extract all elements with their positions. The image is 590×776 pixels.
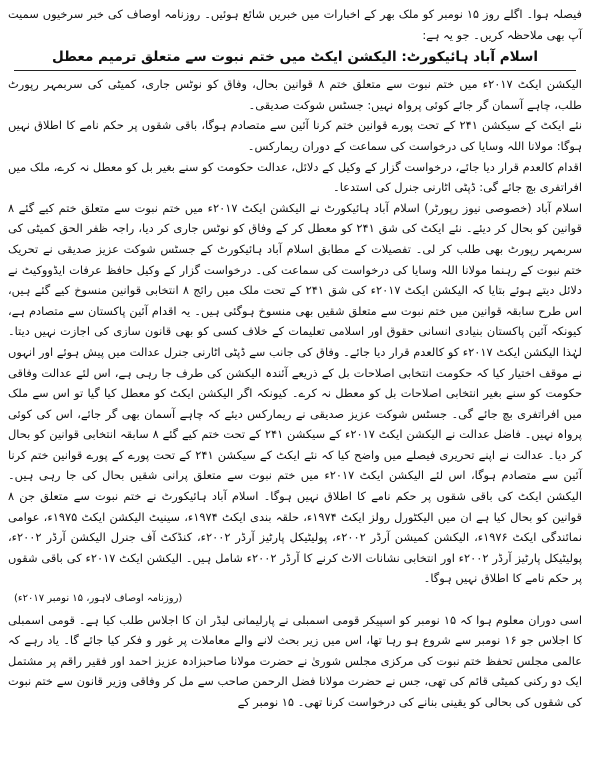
headline-divider (14, 70, 577, 71)
intro-paragraph: فیصلہ ہوا۔ اگلے روز ۱۵ نومبر کو ملک بھر کے اخبارات میں خبریں شائع ہوئیں۔ روزنامہ اوصاف کی خبر سرخیوں سمیت آپ بھی ملاحظہ کریں۔ جو یہ ہے: (8, 7, 582, 42)
news-body: اسلام آباد (خصوصی نیوز رپورٹر) اسلام آباد ہائیکورٹ نے الیکشن ایکٹ ۲۰۱۷ء میں ختم نبوت سے متعلق ختم کیے گئے ۸ قوانین کو بحال کر دیئے۔ نئے ایکٹ کی شق ۲۴۱ کو معطل کر کے وفاق کو نوٹس جاری کر دیا، راجہ ظفر الحق کمیٹی کی سربمہر رپورٹ بھی طلب کر لی۔ تفصیلات کے مطابق اسلام آباد ہائیکورٹ کے جسٹس شوکت عزیز صدیقی نے تحریک ختم نبوت کے رہنما مولانا اللہ وسایا کی درخواست کی سماعت کی۔ درخواست گزار کے وکیل حافظ عرفات ایڈووکیٹ نے دلائل دیتے ہوئے بتایا کہ الیکشن ایکٹ ۲۰۱۷ء کی شق ۲۴۱ کے تحت ملک میں رائج ۸ انتخابی قوانین منسوخ کیے گئے ہیں، اس طرح سابقہ قوانین میں ختم نبوت سے متعلق شقیں بھی منسوخ ہوگئی ہیں۔ یہ اقدام آئین پاکستان سے متصادم ہے، کیونکہ آئین پاکستان بنیادی انسانی حقوق اور اسلامی تعلیمات کے خلاف کسی کو بھی قانون سازی کی اجازت نہیں دیتا۔ لہٰذا الیکشن ایکٹ ۲۰۱۷ء کو کالعدم قرار دیا جائے۔ وفاق کی جانب سے ڈپٹی اٹارنی جنرل عدالت میں پیش ہوئے اور انہوں نے موقف اختیار کیا کہ حکومت انتخابی اصلاحات بل کے ذریعے آئندہ الیکشن کی طرف جا رہی ہے، اس لئے عدالت وفاقی حکومت کو سنے بغیر انتخابی اصلاحات بل کو معطل نہ کرے۔ کیونکہ اگر الیکشن ایکٹ کو معطل کیا گیا تو اس سے ملک میں افراتفری بچ جائے گی۔ جسٹس شوکت عزیز صدیقی نے ریمارکس دیئے کہ چاہے آسمان بھی گر جائے، اس کی کوئی پرواہ نہیں۔ فاضل عدالت نے الیکشن ایکٹ ۲۰۱۷ء کے سیکشن ۲۴۱ کے تحت ختم کیے گئے ۸ سابقہ انتخابی قوانین کو بحال کر دیا۔ عدالت نے اپنے تحریری فیصلے میں واضح کیا کہ نئے ایکٹ کے سیکشن ۲۴۱ کے تحت پورے کے پورے قوانین ختم کرنا آئین سے متصادم ہوگا، اس لئے الیکشن ایکٹ ۲۰۱۷ء میں ختم نبوت سے متعلق پرانی شقیں بحال کی جا رہی ہیں۔ الیکشن ایکٹ کی باقی شقوں پر حکم نامے کا اطلاق نہیں ہوگا۔ اسلام آباد ہائیکورٹ نے ختم نبوت سے متعلق جن ۸ قوانین کو بحال کیا ہے ان میں الیکٹورل رولز ایکٹ ۱۹۷۴ء، حلقہ بندی ایکٹ ۱۹۷۴ء، سینیٹ الیکشن ایکٹ ۱۹۷۵ء، عوامی نمائندگی ایکٹ ۱۹۷۶ء، الیکشن کمیشن آرڈر ۲۰۰۲ء، پولیٹیکل پارٹیز آرڈر ۲۰۰۲ء، کنڈکٹ آف جنرل الیکشن آرڈر ۲۰۰۲ء، پولیٹیکل پارٹیز آرڈر ۲۰۰۲ء اور انتخابی نشانات الاٹ کرنے کا آرڈر ۲۰۰۲ء شامل ہیں۔ الیکشن ایکٹ ۲۰۱۷ء کی باقی شقوں پر حکم نامے کا اطلاق نہیں ہوگا۔ (8, 200, 583, 586)
news-headline: اسلام آباد ہائیکورٹ: الیکشن ایکٹ میں ختم نبوت سے متعلق ترمیم معطل (51, 49, 539, 66)
summary-point-1: الیکشن ایکٹ ۲۰۱۷ء میں ختم نبوت سے متعلق ختم ۸ قوانین بحال، وفاق کو نوٹس جاری، کمیٹی کی سربمہر رپورٹ طلب، چاہے آسمان گر جائے کوئی پرواہ نہیں: جسٹس شوکت صدیقی۔ (8, 77, 582, 112)
closing-paragraph: اسی دوران معلوم ہوا کہ ۱۵ نومبر کو اسپیکر قومی اسمبلی نے پارلیمانی لیڈر ان کا اجلاس طلب کیا ہے۔ قومی اسمبلی کا اجلاس جو ۱۶ نومبر سے شروع ہو رہا تھا، اس میں زیر بحث لانے والے معاملات پر غور و فکر کیا جائے گا۔ یاد رہے کہ عالمی مجلس تحفظ ختم نبوت کی مرکزی مجلس شوریٰ نے حضرت مولانا صاحبزادہ عزیز احمد اور فقیر راقم پر مشتمل ایک دو رکنی کمیٹی قائم کی تھی، جس نے حضرت مولانا فضل الرحمن صاحب سے مل کر وفاقی وزیر قانون سے ختم نبوت کی شقوں کی بحالی کو یقینی بنانے کی درخواست کرنا تھی۔ ۱۵ نومبر کے (8, 612, 582, 709)
document-page (8, 0, 582, 713)
summary-point-3: اقدام کالعدم قرار دیا جائے، درخواست گزار کے وکیل کے دلائل، عدالت حکومت کو سنے بغیر بل کو معطل نہ کرے، ملک میں افراتفری بچ جائے گی: ڈپٹی اٹارنی جنرل کی استدعا۔ (8, 159, 582, 195)
news-source: (روزنامہ اوصاف لاہور، ۱۵ نومبر ۲۰۱۷ء) (14, 593, 183, 605)
summary-point-2: نئے ایکٹ کے سیکشن ۲۴۱ کے تحت پورے قوانین ختم کرنا آئین سے متصادم ہوگا، باقی شقوں پر حکم نامے کا اطلاق نہیں ہوگا: مولانا اللہ وسایا کی درخواست کی سماعت کے دوران ریمارکس۔ (8, 118, 582, 153)
